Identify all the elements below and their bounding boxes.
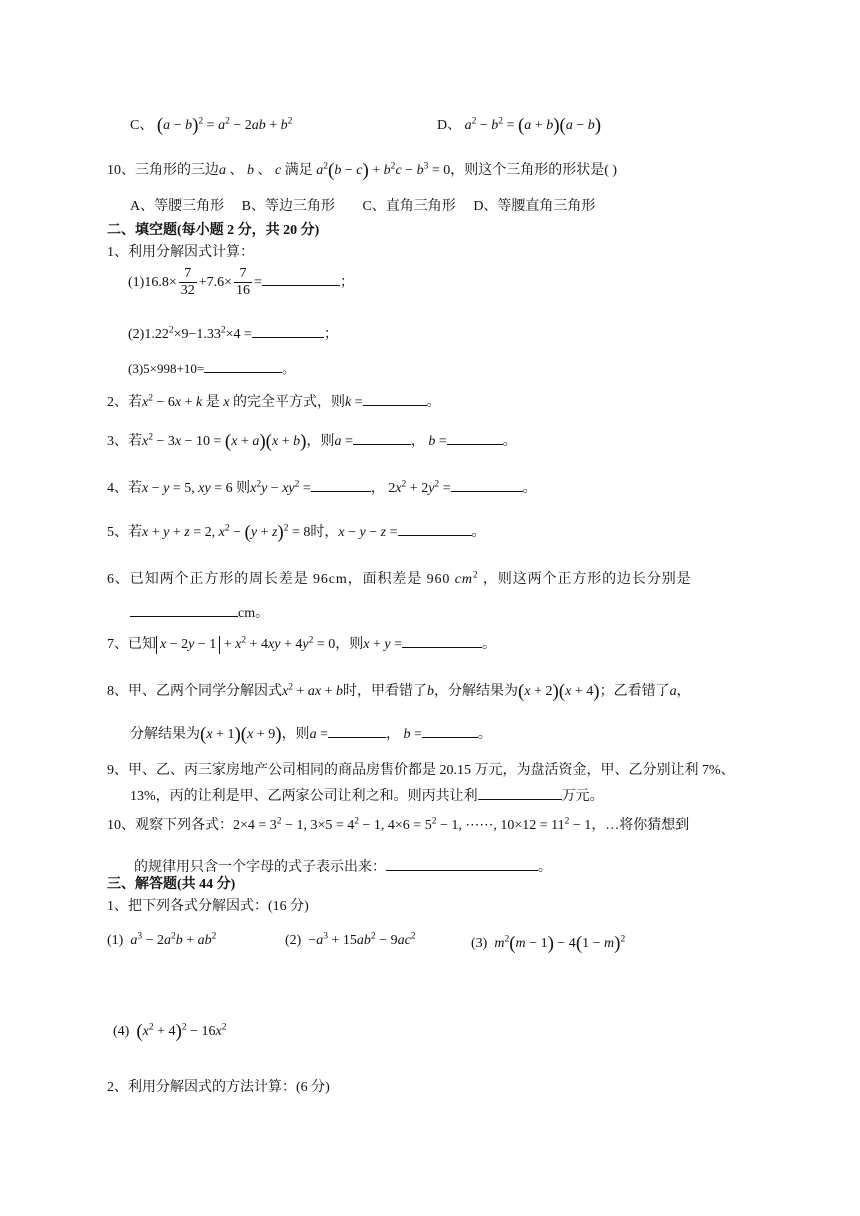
fill-q10-line1: 10、观察下列各式：$2\times 4 = 3^2 - 1$, $3\times 5 = 4^2 - 1$, $4\times 6 = 5^2 - 1$, ⋯⋯, $10\times 12 = 11^2 - 1$，…将你猜想到 <box>107 816 690 833</box>
fill-q6-line2: cm。 <box>130 604 269 623</box>
option-b: B、等边三角形 <box>241 199 335 214</box>
section-heading-answer: 三、解答题(共 44 分) <box>107 877 236 892</box>
fill-q8-line1: 8、甲、乙两个同学分解因式$x^2$ + ax + b时，甲看错了b，分解结果为(x + 2)(x + 4)；乙看错了a， <box>107 681 691 702</box>
question-10-options <box>130 199 595 216</box>
fill-q2: 2、若$x^2 - 6x + k$ 是 x 的完全平方式，则k = 。 <box>107 393 441 410</box>
answer-q1-3: (3) $m^2(m - 1) - 4(1 - m)^2$ <box>471 933 626 954</box>
answer-q2: 2、利用分解因式的方法计算：(6 分) <box>107 1080 330 1095</box>
fill-q1-3: (3)5×998+10= 。 <box>128 361 296 376</box>
fill-q8-line2: 分解结果为(x + 1)(x + 9)，则a = ， b = 。 <box>130 724 492 745</box>
fill-q5: 5、若x + y + z = 2, $x^2 - (y + z)^2 = 8$时，x − y − z = 。 <box>107 522 486 543</box>
fill-q1-2: $(2)1.22^2\times 9-1.33^2\times 4$ = ； <box>128 325 338 342</box>
section-heading-fill: 二、填空题(每小题 2 分，共 20 分) <box>107 223 320 238</box>
answer-q1-1: (1) $a^3 - 2a^2b + ab^2$ <box>107 931 217 948</box>
answer-q1: 1、把下列各式分解因式：(16 分) <box>107 899 309 914</box>
fill-q6-line1: 6、已知两个正方形的周长差是 96cm，面积差是 960 $cm^2$ ，则这两个正方形的边长分别是 <box>107 570 692 587</box>
fill-q3: 3、若$x^2 - 3x - 10 = (x + a)(x + b)$，则a = ， b = 。 <box>107 431 517 452</box>
answer-q1-2: $(2) -a^3 + 15ab^2 - 9ac^2$ <box>285 931 416 948</box>
option-c: C、 $(a - b)^2 = a^2 - 2ab + b^2$ <box>130 115 293 136</box>
fill-q10-line2: 的规律用只含一个字母的式子表示出来： 。 <box>134 860 552 875</box>
option-a: A、等腰三角形 <box>130 199 225 214</box>
fill-q4: 4、若x − y = 5, xy = 6 则$x^2y - xy^2$ = ， $2x^2 + 2y^2$ = 。 <box>107 479 537 496</box>
math-expression: $(a - b)^2 = a^2 - 2ab + b^2$ <box>156 115 293 136</box>
answer-q1-4: (4) $(x^2 + 4)^2 - 16x^2$ <box>113 1021 227 1042</box>
fill-q1: 1、利用分解因式计算： <box>107 245 254 260</box>
math-expression: $a^2(b - c) + b^2c - b^3 = 0$ <box>316 160 451 181</box>
fill-q9-line1: 9、甲、乙、丙三家房地产公司相同的商品房售价都是 20.15 万元，为盘活资金，甲、乙分别让利 7%、 <box>107 763 735 778</box>
math-expression: $a^2 - b^2 = (a + b)(a - b)$ <box>464 115 602 136</box>
fill-q1-1: (1)16.8× $\frac{7}{32}$ +7.6× $\frac{7}{16}$ = ； <box>128 266 354 299</box>
fill-q9-line2: 13%，丙的让利是甲、乙两家公司让利之和。则丙共让利 万元。 <box>130 789 604 804</box>
fill-q7: 7、已知 $x - 2y - 1 + x^2 + 4xy + 4y^2 = 0$，则x + y = 。 <box>107 635 497 652</box>
option-d: D、等腰直角三角形 <box>473 199 596 214</box>
question-10-choice: 10、三角形的三边a 、 b 、 c 满足 $a^2(b - c) + b^2c - b^3 = 0$，则这个三角形的形状是( ) <box>107 160 618 181</box>
option-c: C、直角三角形 <box>362 199 456 214</box>
option-d: D、 $a^2 - b^2 = (a + b)(a - b)$ <box>437 115 602 136</box>
